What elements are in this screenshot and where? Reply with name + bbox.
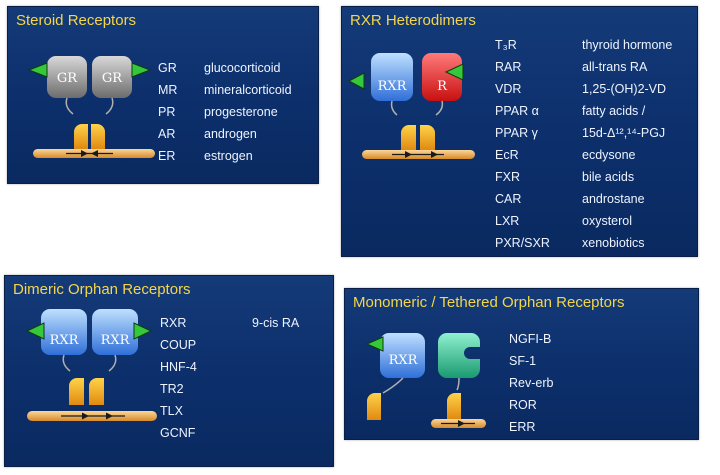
ligand-name: fatty acids /	[582, 104, 646, 118]
ligand-name: ecdysone	[582, 148, 636, 162]
receptor-name: EcR	[495, 148, 519, 162]
dna-binding-domain-right	[420, 125, 435, 150]
dna-binding-domain-right	[89, 378, 104, 405]
ligand-name: androstane	[582, 192, 645, 206]
dimeric-orphan-receptors-panel	[4, 275, 334, 467]
monomeric-orphan-diagram	[345, 289, 490, 439]
dna-binding-domain-left	[74, 124, 88, 149]
receptor-name: VDR	[495, 82, 522, 96]
receptor-name: AR	[158, 127, 176, 141]
ligand-name: androgen	[204, 127, 257, 141]
receptor-name: PPAR α	[495, 104, 539, 118]
ligand-name: 15d-Δ¹²,¹⁴-PGJ	[582, 126, 666, 140]
ligand-arrow-right	[132, 63, 150, 77]
receptor-name: LXR	[495, 214, 520, 228]
rxr-receptor-left	[41, 309, 87, 355]
ligand-name: xenobiotics	[582, 236, 645, 250]
monomeric-panel-title: Monomeric / Tethered Orphan Receptors	[353, 294, 625, 311]
ligand-name: thyroid hormone	[582, 38, 673, 52]
ligand-name: estrogen	[204, 149, 253, 163]
receptor-name: PPAR γ	[495, 126, 538, 140]
dimeric-panel-title: Dimeric Orphan Receptors	[13, 281, 191, 298]
receptor-name: GCNF	[160, 426, 196, 440]
receptor-name: TLX	[160, 404, 183, 418]
ligand-name: oxysterol	[582, 214, 633, 228]
receptor-name: T₃R	[495, 38, 517, 52]
ligand-name: mineralcorticoid	[204, 83, 292, 97]
rxr-heterodimers-panel	[341, 6, 698, 257]
rxr-heterodimer-diagram	[342, 7, 487, 256]
ligand-arrow	[367, 337, 383, 351]
receptor-name: NGFI-B	[509, 332, 552, 346]
receptor-name: ROR	[509, 398, 537, 412]
dimeric-orphan-diagram	[5, 276, 170, 466]
dna-binding-domain-right	[91, 124, 105, 149]
rxr-label: RXR	[388, 353, 418, 368]
rxr-panel-title: RXR Heterodimers	[350, 12, 476, 29]
receptor-name: ER	[158, 149, 176, 163]
dna-binding-domain-left	[367, 393, 381, 420]
ligand-name: progesterone	[204, 105, 278, 119]
ligand-arrow-left	[349, 73, 364, 89]
receptor-name: SF-1	[509, 354, 537, 368]
gr-label-right: GR	[101, 71, 123, 86]
receptor-name: ERR	[509, 420, 536, 434]
receptor-name: GR	[158, 61, 177, 75]
receptor-name: PR	[158, 105, 176, 119]
r-label: R	[437, 79, 447, 94]
rxr-label-right: RXR	[100, 333, 130, 348]
ligand-arrow-left	[27, 323, 44, 339]
rxr-receptor-right	[92, 309, 138, 355]
orphan-receptor-green	[438, 333, 480, 378]
rxr-label: RXR	[377, 79, 407, 94]
receptor-name: FXR	[495, 170, 520, 184]
receptor-name: HNF-4	[160, 360, 197, 374]
ligand-name: 1,25-(OH)2-VD	[582, 82, 667, 96]
gr-label-left: GR	[56, 71, 78, 86]
rxr-label-left: RXR	[49, 333, 79, 348]
receptor-name: RXR	[160, 316, 187, 330]
ligand-name: bile acids	[582, 170, 635, 184]
monomeric-orphan-receptors-panel	[344, 288, 699, 440]
ligand-name: all-trans RA	[582, 60, 648, 74]
ligand-note: 9-cis RA	[252, 316, 300, 330]
dna-binding-domain-left	[69, 378, 84, 405]
steroid-receptor-diagram	[8, 7, 168, 183]
receptor-name: COUP	[160, 338, 197, 352]
receptor-name: CAR	[495, 192, 522, 206]
dna-binding-domain-left	[401, 125, 416, 150]
receptor-name: Rev-erb	[509, 376, 554, 390]
steroid-panel-title: Steroid Receptors	[16, 12, 137, 29]
ligand-arrow-right	[134, 323, 151, 339]
receptor-name: RAR	[495, 60, 522, 74]
dna-binding-domain-right	[447, 393, 461, 419]
receptor-name: PXR/SXR	[495, 236, 550, 250]
steroid-receptors-panel	[7, 6, 319, 184]
receptor-name: TR2	[160, 382, 184, 396]
receptor-name: MR	[158, 83, 178, 97]
ligand-name: glucocorticoid	[204, 61, 281, 75]
ligand-arrow-left	[29, 63, 47, 77]
